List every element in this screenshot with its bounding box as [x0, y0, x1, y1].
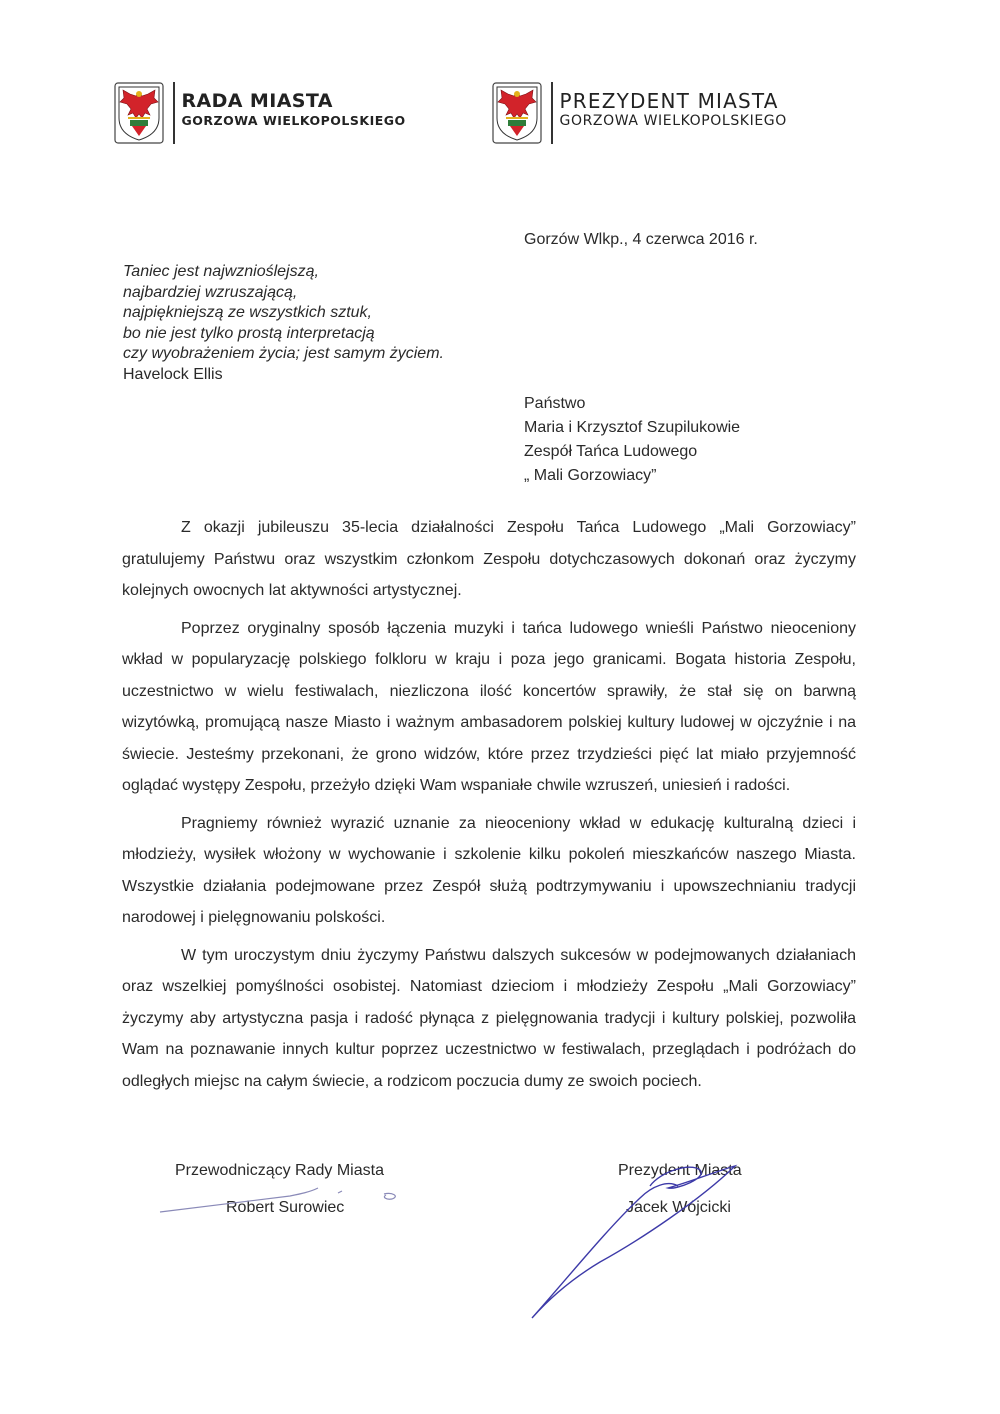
- epigraph-quote: [123, 262, 444, 385]
- signature-block-council: [175, 1152, 384, 1226]
- letterhead-city-council: [114, 82, 406, 144]
- letter-body: [122, 512, 856, 1103]
- letterhead-subtitle: GORZOWA WIELKOPOLSKIEGO: [559, 113, 787, 129]
- quote-line: czy wyobrażeniem życia; jest samym życiem.: [123, 345, 444, 362]
- signatory-role: Przewodniczący Rady Miasta: [175, 1162, 384, 1179]
- recipient-address: [524, 392, 740, 488]
- recipient-line: „ Mali Gorzowiacy”: [524, 467, 657, 484]
- quote-line: najpiękniejszą ze wszystkich sztuk,: [123, 304, 372, 321]
- quote-author: Havelock Ellis: [123, 365, 223, 383]
- letterhead-divider: [551, 82, 553, 144]
- coat-of-arms-icon: [492, 82, 542, 144]
- letterhead-city-president: [492, 82, 787, 144]
- quote-line: Taniec jest najwznioślejszą,: [123, 263, 319, 280]
- letter-date: Gorzów Wlkp., 4 czerwca 2016 r.: [524, 231, 758, 248]
- quote-line: bo nie jest tylko prostą interpretacją: [123, 324, 375, 342]
- letterhead-title: PREZYDENT MIASTA: [559, 89, 779, 113]
- body-paragraph: Poprzez oryginalny sposób łączenia muzyki i tańca ludowego wnieśli Państwo nieoceniony wkład w popularyzację polskiego folkloru w kraju i poza jego granicami. Bogata historia Zespołu, uczestnictwo w wielu festiwalach, niezliczona ilość koncertów sprawiły, że stał się on barwną wizytówką, promującą nasze Miasto i ważnym ambasadorem polskiej kultury ludowej w ojczyźnie i na świecie. Jesteśmy przekonani, że grono widzów, które przez trzydzieści pięć lat miało przyjemność oglądać występy Zespołu, przeżyło dzięki Wam wspaniałe chwile wzruszeń, uniesień i radości.: [122, 619, 856, 794]
- letterhead-title: RADA MIASTA: [181, 90, 333, 112]
- signature-block-president: [618, 1152, 742, 1226]
- body-paragraph: Pragniemy również wyrazić uznanie za nieoceniony wkład w edukację kulturalną dzieci i młodzieży, wysiłek włożony w wychowanie i szkolenie kilku pokoleń mieszkańców naszego Miasta. Wszystkie działania podejmowane przez Zespół służą podtrzymywaniu i upowszechnianiu tradycji narodowej i pielęgnowaniu polskości.: [122, 814, 856, 926]
- recipient-line: Państwo: [524, 395, 586, 412]
- signatory-role: Prezydent Miasta: [618, 1162, 742, 1179]
- body-paragraph: Z okazji jubileuszu 35-lecia działalności Zespołu Tańca Ludowego „Mali Gorzowiacy” gratulujemy Państwu oraz wszystkim członkom Zespołu dotychczasowych dokonań oraz życzymy kolejnych owocnych lat aktywności artystycznej.: [122, 519, 856, 599]
- recipient-line: Maria i Krzysztof Szupilukowie: [524, 419, 741, 436]
- quote-line: najbardziej wzruszającą,: [123, 283, 298, 301]
- coat-of-arms-icon: [114, 82, 164, 144]
- recipient-line: Zespół Tańca Ludowego: [524, 443, 698, 460]
- signatory-name: Robert Surowiec: [226, 1199, 345, 1216]
- signatory-name: Jacek Wójcicki: [626, 1199, 731, 1216]
- letterhead-subtitle: GORZOWA WIELKOPOLSKIEGO: [181, 113, 406, 128]
- body-paragraph: W tym uroczystym dniu życzymy Państwu dalszych sukcesów w podejmowanych działaniach oraz wszelkiej pomyślności osobistej. Natomiast dzieciom i młodzieży Zespołu „Mali Gorzowiacy” życzymy aby artystyczna pasja i radość płynąca z pielęgnowania tradycji i kultury polskiej, pozwoliła Wam na poznawanie innych kultur poprzez uczestnictwo w festiwalach, przeglądach i podróżach do odległych miejsc na całym świecie, a rodzicom poczucia dumy ze swoich pociech.: [122, 946, 856, 1090]
- letterhead-divider: [173, 82, 175, 144]
